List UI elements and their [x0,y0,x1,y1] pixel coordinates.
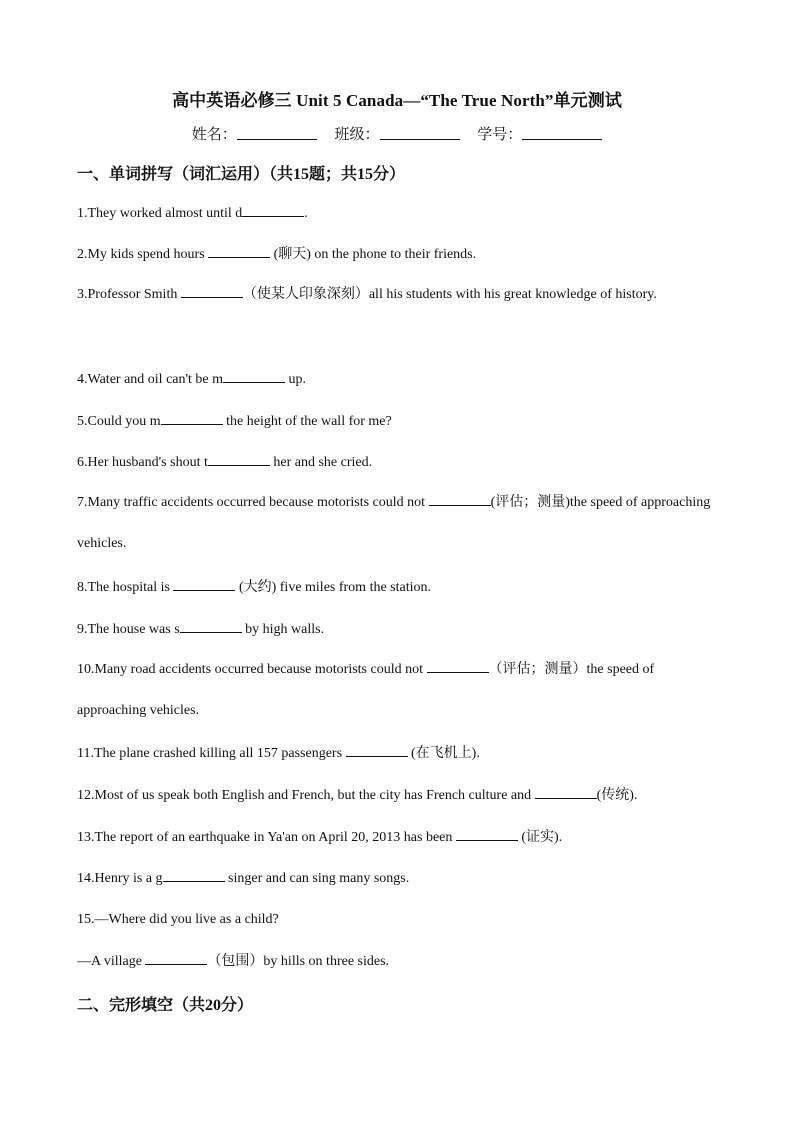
class-label: 班级： [334,127,380,143]
answer-blank[interactable] [456,828,518,841]
question-15: 15.—Where did you live as a child? [77,912,279,927]
answer-blank[interactable] [173,578,235,591]
answer-blank[interactable] [427,660,489,673]
name-label: 姓名： [191,127,237,143]
answer-blank[interactable] [181,285,243,298]
section-heading-cloze: 二、完形填空（共20分） [77,997,254,1014]
question-3: 3.Professor Smith （使某人印象深刻）all his students with his great knowledge of history. [77,287,657,302]
question-4: 4.Water and oil can't be m up. [77,372,307,387]
answer-blank[interactable] [163,869,225,882]
answer-blank[interactable] [223,370,285,383]
question-15-answer-line: —A village （包围）by hills on three sides. [77,954,390,969]
answer-blank[interactable] [180,620,242,633]
student-id-label: 学号： [477,127,523,143]
answer-blank[interactable] [429,493,491,506]
class-blank[interactable] [380,125,460,140]
student-id-blank[interactable] [522,125,602,140]
name-blank[interactable] [237,125,317,140]
answer-blank[interactable] [346,744,408,757]
question-11: 11.The plane crashed killing all 157 passengers (在飞机上). [77,746,480,761]
question-2: 2.My kids spend hours (聊天) on the phone to their friends. [77,247,477,262]
answer-blank[interactable] [208,245,270,258]
answer-blank[interactable] [208,453,270,466]
question-6: 6.Her husband's shout t her and she cried. [77,455,373,470]
question-8: 8.The hospital is (大约) five miles from the station. [77,580,432,595]
question-10: 10.Many road accidents occurred because motorists could not （评估；测量）the speed of approaching vehicles. [77,662,655,718]
answer-blank[interactable] [535,786,597,799]
answer-blank[interactable] [145,952,207,965]
question-9: 9.The house was s by high walls. [77,622,325,637]
question-12: 12.Most of us speak both English and French, but the city has French culture and (传统). [77,788,638,803]
answer-blank[interactable] [242,204,304,217]
question-1: 1.They worked almost until d . [77,206,308,221]
question-14: 14.Henry is a g singer and can sing many songs. [77,871,410,886]
student-info-line [0,123,794,144]
section-heading-vocabulary: 一、单词拼写（词汇运用）（共15题；共15分） [77,166,406,183]
answer-blank[interactable] [161,412,223,425]
page-title: 高中英语必修三 Unit 5 Canada—“The True North”单元测试 [172,91,622,110]
question-13: 13.The report of an earthquake in Ya'an on April 20, 2013 has been (证实). [77,830,563,845]
question-5: 5.Could you m the height of the wall for me? [77,414,392,429]
question-7: 7.Many traffic accidents occurred because motorists could not (评估；测量)the speed of approaching vehicles. [77,495,711,551]
